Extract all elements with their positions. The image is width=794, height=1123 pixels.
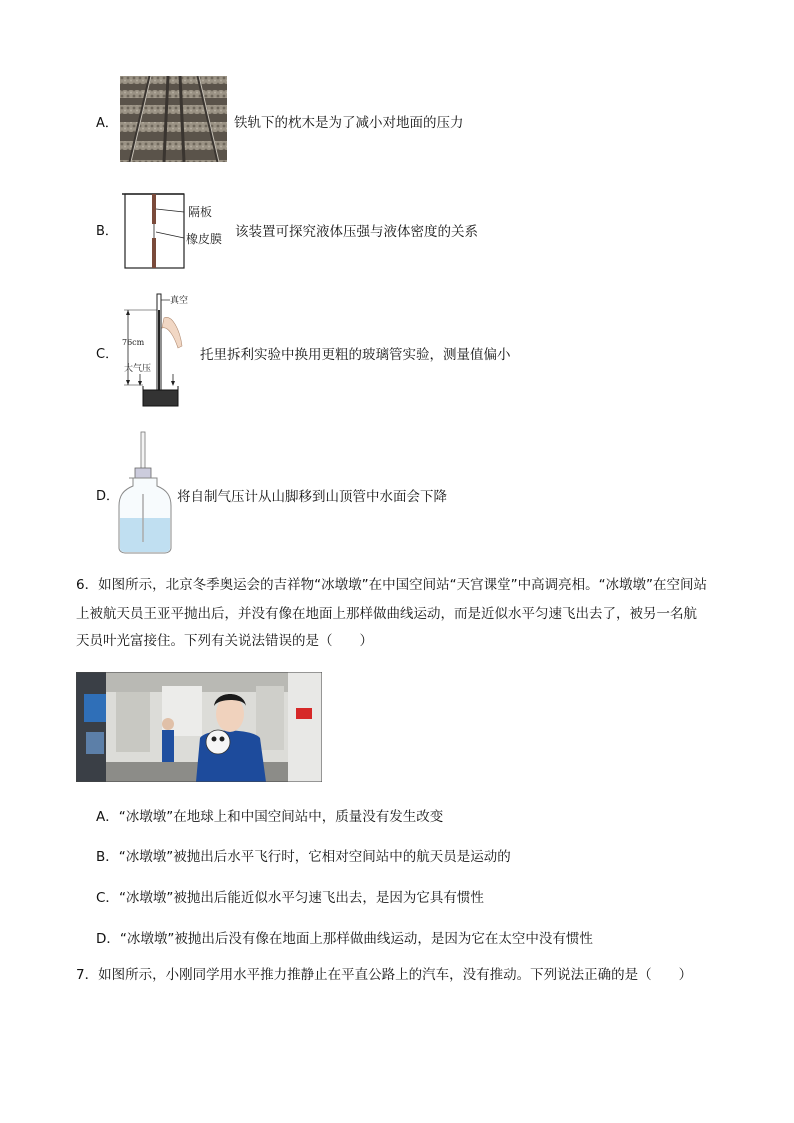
q7-stem: 7．如图所示，小刚同学用水平推力推静止在平直公路上的汽车，没有推动。下列说法正确的是（ ） bbox=[76, 967, 693, 983]
option-c-letter: C． bbox=[96, 347, 119, 362]
q6-option-b: B．“冰墩墩”被抛出后水平飞行时，它相对空间站中的航天员是运动的 bbox=[96, 849, 511, 865]
membrane-label: 橡皮膜 bbox=[186, 232, 223, 246]
q6-option-d: D．“冰墩墩”被抛出后没有像在地面上那样做曲线运动，是因为它在太空中没有惯性 bbox=[96, 931, 593, 947]
option-d-letter: D． bbox=[96, 489, 120, 504]
option-b-letter: B． bbox=[96, 224, 118, 239]
space-station-photo bbox=[76, 672, 322, 782]
torricelli-experiment-diagram bbox=[118, 290, 198, 408]
partition-label: 隔板 bbox=[188, 205, 213, 219]
q6-option-c: C．“冰墩墩”被抛出后能近似水平匀速飞出去，是因为它具有惯性 bbox=[96, 890, 484, 906]
vacuum-label: 真空 bbox=[170, 296, 189, 306]
partition-container-diagram bbox=[122, 192, 232, 270]
option-a-letter: A． bbox=[96, 116, 118, 131]
option-c-text: 托里拆利实验中换用更粗的玻璃管实验，测量值偏小 bbox=[200, 347, 511, 363]
q6-line-3: 天员叶光富接住。下列有关说法错误的是（ ） bbox=[76, 633, 373, 649]
option-b-text: 该装置可探究液体压强与液体密度的关系 bbox=[235, 224, 478, 240]
option-a-text: 铁轨下的枕木是为了减小对地面的压力 bbox=[234, 115, 464, 131]
homemade-barometer-diagram bbox=[117, 430, 173, 554]
q6-option-a: A．“冰墩墩”在地球上和中国空间站中，质量没有发生改变 bbox=[96, 809, 444, 825]
q6-line-1: 6．如图所示，北京冬季奥运会的吉祥物“冰墩墩”在中国空间站“天宫课堂”中高调亮相。“冰墩墩”在空间站 bbox=[76, 577, 708, 593]
height-label: 76cm bbox=[122, 338, 145, 347]
option-d-text: 将自制气压计从山脚移到山顶管中水面会下降 bbox=[177, 489, 447, 505]
atm-label: 大气压 bbox=[124, 364, 152, 374]
railway-track-photo bbox=[120, 76, 227, 162]
q6-line-2: 上被航天员王亚平抛出后，并没有像在地面上那样做曲线运动，而是近似水平匀速飞出去了，被另一名航 bbox=[76, 606, 697, 622]
